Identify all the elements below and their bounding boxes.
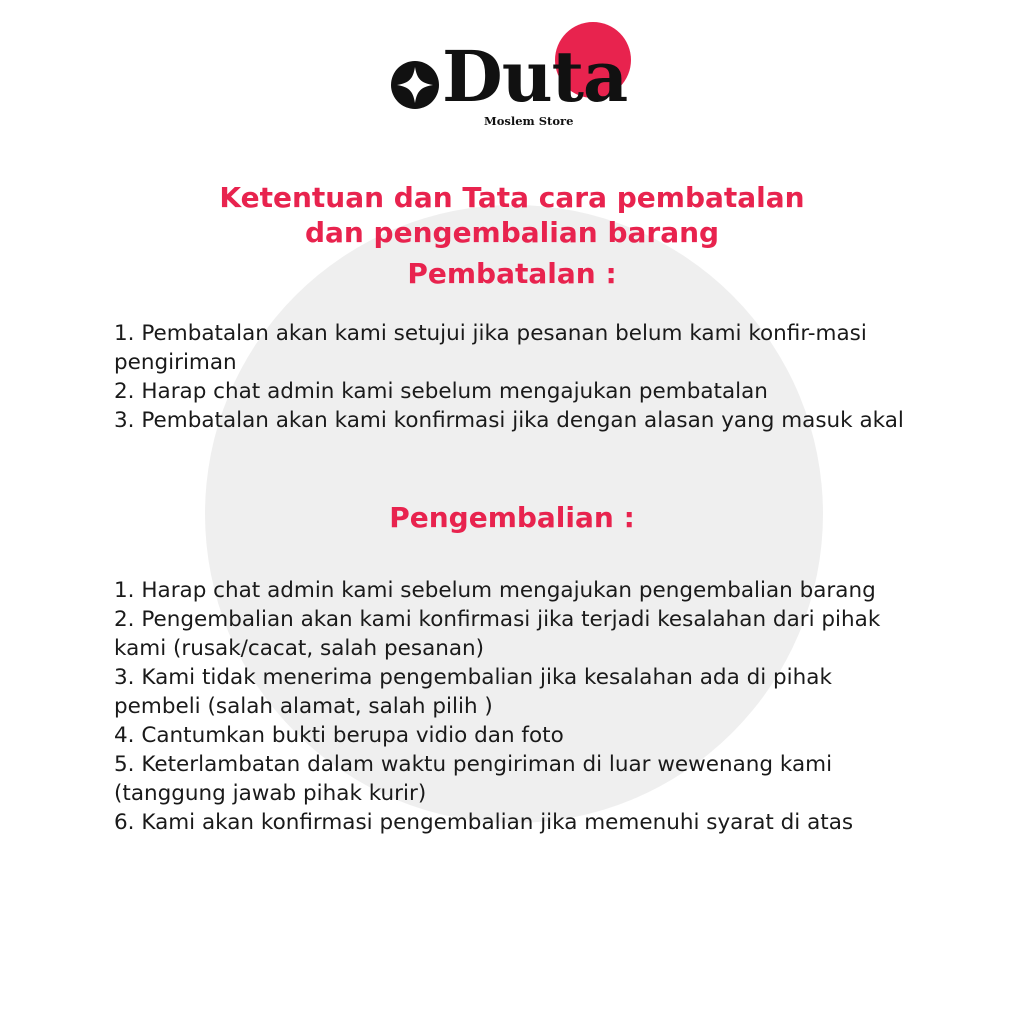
returns-heading: Pengembalian :: [389, 501, 635, 534]
sparkle-icon: [390, 60, 440, 110]
cancellation-list: [114, 319, 914, 435]
list-item: 5. Keterlambatan dalam waktu pengiriman di luar wewenang kami (tanggung jawab pihak kurir): [114, 752, 833, 806]
brand-name: Duta: [442, 35, 628, 118]
page-title-line-1: Ketentuan dan Tata cara pembatalan: [219, 181, 805, 214]
list-item: 2. Pengembalian akan kami konfirmasi jika terjadi kesalahan dari pihak kami (rusak/cacat, salah pesanan): [114, 607, 881, 661]
returns-list: [114, 576, 914, 837]
list-item: 3. Kami tidak menerima pengembalian jika kesalahan ada di pihak pembeli (salah alamat, salah pilih ): [114, 665, 832, 719]
list-item: 1. Harap chat admin kami sebelum mengajukan pengembalian barang: [114, 578, 876, 603]
list-item: 2. Harap chat admin kami sebelum mengajukan pembatalan: [114, 379, 768, 404]
list-item: 4. Cantumkan bukti berupa vidio dan foto: [114, 723, 564, 748]
cancellation-heading: Pembatalan :: [407, 257, 617, 290]
list-item: 3. Pembatalan akan kami konfirmasi jika dengan alasan yang masuk akal: [114, 408, 904, 433]
list-item: 6. Kami akan konfirmasi pengembalian jika memenuhi syarat di atas: [114, 810, 854, 835]
list-item: 1. Pembatalan akan kami setujui jika pesanan belum kami konfir-masi pengiriman: [114, 321, 867, 375]
brand-tagline: Moslem Store: [484, 114, 574, 128]
page-title-line-2: dan pengembalian barang: [304, 216, 720, 249]
brand-logo: [388, 20, 638, 132]
page-title: [0, 180, 1024, 250]
